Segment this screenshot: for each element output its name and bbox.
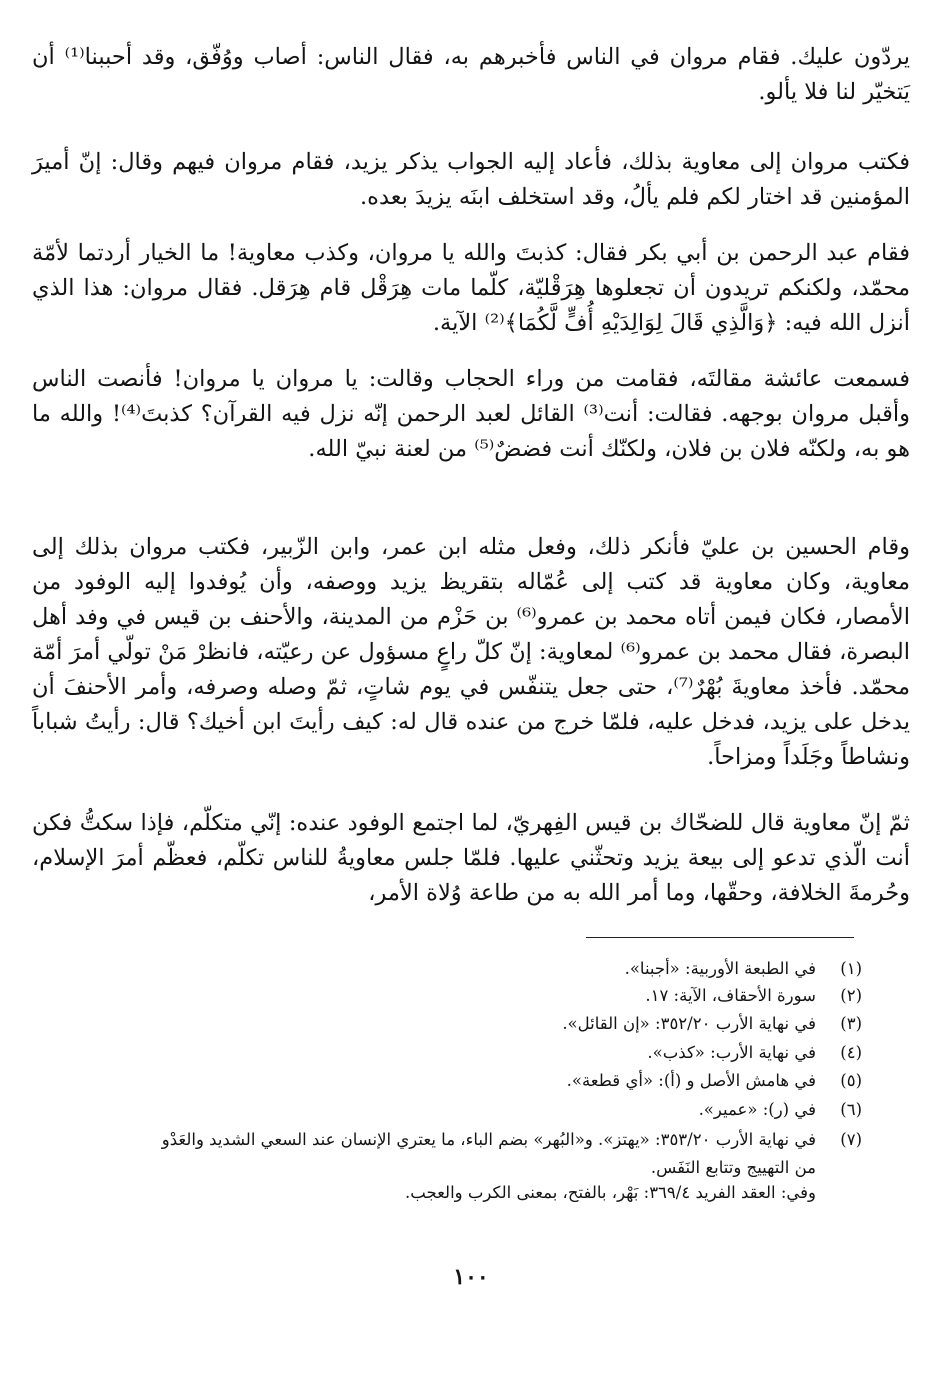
paragraph-1: يردّون عليك. فقام مروان في الناس فأخبرهم به، فقال الناس: أصاب ووُفّق، وقد أحببنا⁽¹⁾ أن يَتخيّر لنا فلا يألو.: [32, 44, 910, 105]
footnote-text: في نهاية الأرب ٣٥٣/٢٠: «يهتز». و«البُهر» بضم الباء، ما يعتري الإنسان عند السعي الشديد والعَدْو: [161, 1130, 816, 1149]
footnote-2: [32, 983, 862, 1008]
paragraph-2: فكتب مروان إلى معاوية بذلك، فأعاد إليه الجواب يذكر يزيد، فقام مروان فيهم وقال: إنّ أميرَ المؤمنين قد اختار لكم فلم يألُ، وقد استخلف ابنَه يزيدَ بعده.: [32, 149, 910, 210]
footnote-number: (٧): [840, 1130, 862, 1149]
page-number: ١٠٠: [453, 1264, 489, 1290]
footnote-number: (١): [840, 959, 862, 978]
footnote-text: في نهاية الأرب ٣٥٢/٢٠: «إن القائل».: [562, 1014, 816, 1033]
footnote-number: (٦): [840, 1100, 862, 1119]
footnote-7-continuation-2: وفي: العقد الفريد ٣٦٩/٤: بَهْر، بالفتح، بمعنى الكرب والعجب.: [405, 1183, 816, 1202]
footnote-number: (٢): [840, 986, 862, 1005]
footnote-text: سورة الأحقاف، الآية: ١٧.: [645, 986, 816, 1005]
footnote-5: [32, 1068, 862, 1093]
paragraph-3: فقام عبد الرحمن بن أبي بكر فقال: كذبتَ والله يا مروان، وكذب معاوية! ما الخيار أردتما لأمّة محمّد، ولكنكم تريدون أن تجعلوها هِرَقْليّة، كلّما مات هِرَقْل قام هِرَقل. فقال مروان: هذا الذي أنزل الله فيه: ﴿وَالَّذِي قَالَ لِوَالِدَيْهِ أُفٍّ لَّكُمَا﴾⁽²⁾ الآية.: [32, 240, 910, 336]
footnote-divider: [586, 937, 854, 938]
paragraph-5: وقام الحسين بن عليّ فأنكر ذلك، وفعل مثله ابن عمر، وابن الزّبير، فكتب مروان بذلك إلى معاوية، وكان معاوية قد كتب إلى عُمّاله بتقريظ يزيد ووصفه، وأن يُوفدوا إليه الوفود من الأمصار، فكان فيمن أتاه محمد بن عمرو⁽⁶⁾ بن حَزْم من المدينة، والأحنف بن قيس في وفد أهل البصرة، فقال محمد بن عمرو⁽⁶⁾ لمعاوية: إنّ كلّ راعٍ مسؤول عن رعيّته، فانظرْ مَنْ تولّي أمرَ أمّة محمّد. فأخذ معاويةَ بُهْرٌ⁽⁷⁾، حتى جعل يتنفّس في يوم شاتٍ، ثمّ وصله وصرفه، وأمر الأحنفَ أن يدخل على يزيد، فدخل عليه، فلمّا خرج من عنده قال له: كيف رأيتَ ابن أخيك؟ قال: رأيتُ شباباً ونشاطاً وجَلَداً ومزاحاً.: [32, 534, 910, 770]
footnote-4: [32, 1040, 862, 1065]
footnote-number: (٣): [840, 1014, 862, 1033]
paragraph-4: فسمعت عائشة مقالتَه، فقامت من وراء الحجاب وقالت: يا مروان يا مروان! فأنصت الناس وأقبل مروان بوجهه. فقالت: أنت⁽³⁾ القائل لعبد الرحمن إنّه نزل فيه القرآن؟ كذبتَ⁽⁴⁾! والله ما هو به، ولكنّه فلان بن فلان، ولكنّك أنت فضضٌ⁽⁵⁾ من لعنة نبيّ الله.: [32, 366, 911, 462]
footnote-number: (٥): [840, 1071, 862, 1090]
paragraph-6: ثمّ إنّ معاوية قال للضحّاك بن قيس الفِهريّ، لما اجتمع الوفود عنده: إنّي متكلّم، فإذا سكتُّ فكن أنت الّذي تدعو إلى بيعة يزيد وتحثّني عليها. فلمّا جلس معاويةُ للناس تكلّم، فعظّم أمرَ الإسلام، وحُرمةَ الخلافة، وحقّها، وما أمر الله به من طاعة وُلاة الأمر،: [32, 810, 910, 906]
footnote-7: [32, 1127, 862, 1152]
footnote-text: في الطبعة الأوربية: «أجبنا».: [624, 959, 816, 978]
footnote-text: في هامش الأصل و (أ): «أي قطعة».: [566, 1071, 816, 1090]
footnote-number: (٤): [840, 1043, 862, 1062]
footnote-text: في (ر): «عمير».: [698, 1100, 816, 1119]
footnote-text: في نهاية الأرب: «كذب».: [647, 1043, 816, 1062]
footnote-3: [32, 1011, 862, 1036]
footnote-1: [32, 956, 862, 981]
footnote-6: [32, 1097, 862, 1122]
footnote-7-continuation-1: من التهييج وتتابع النَفَس.: [650, 1158, 816, 1177]
